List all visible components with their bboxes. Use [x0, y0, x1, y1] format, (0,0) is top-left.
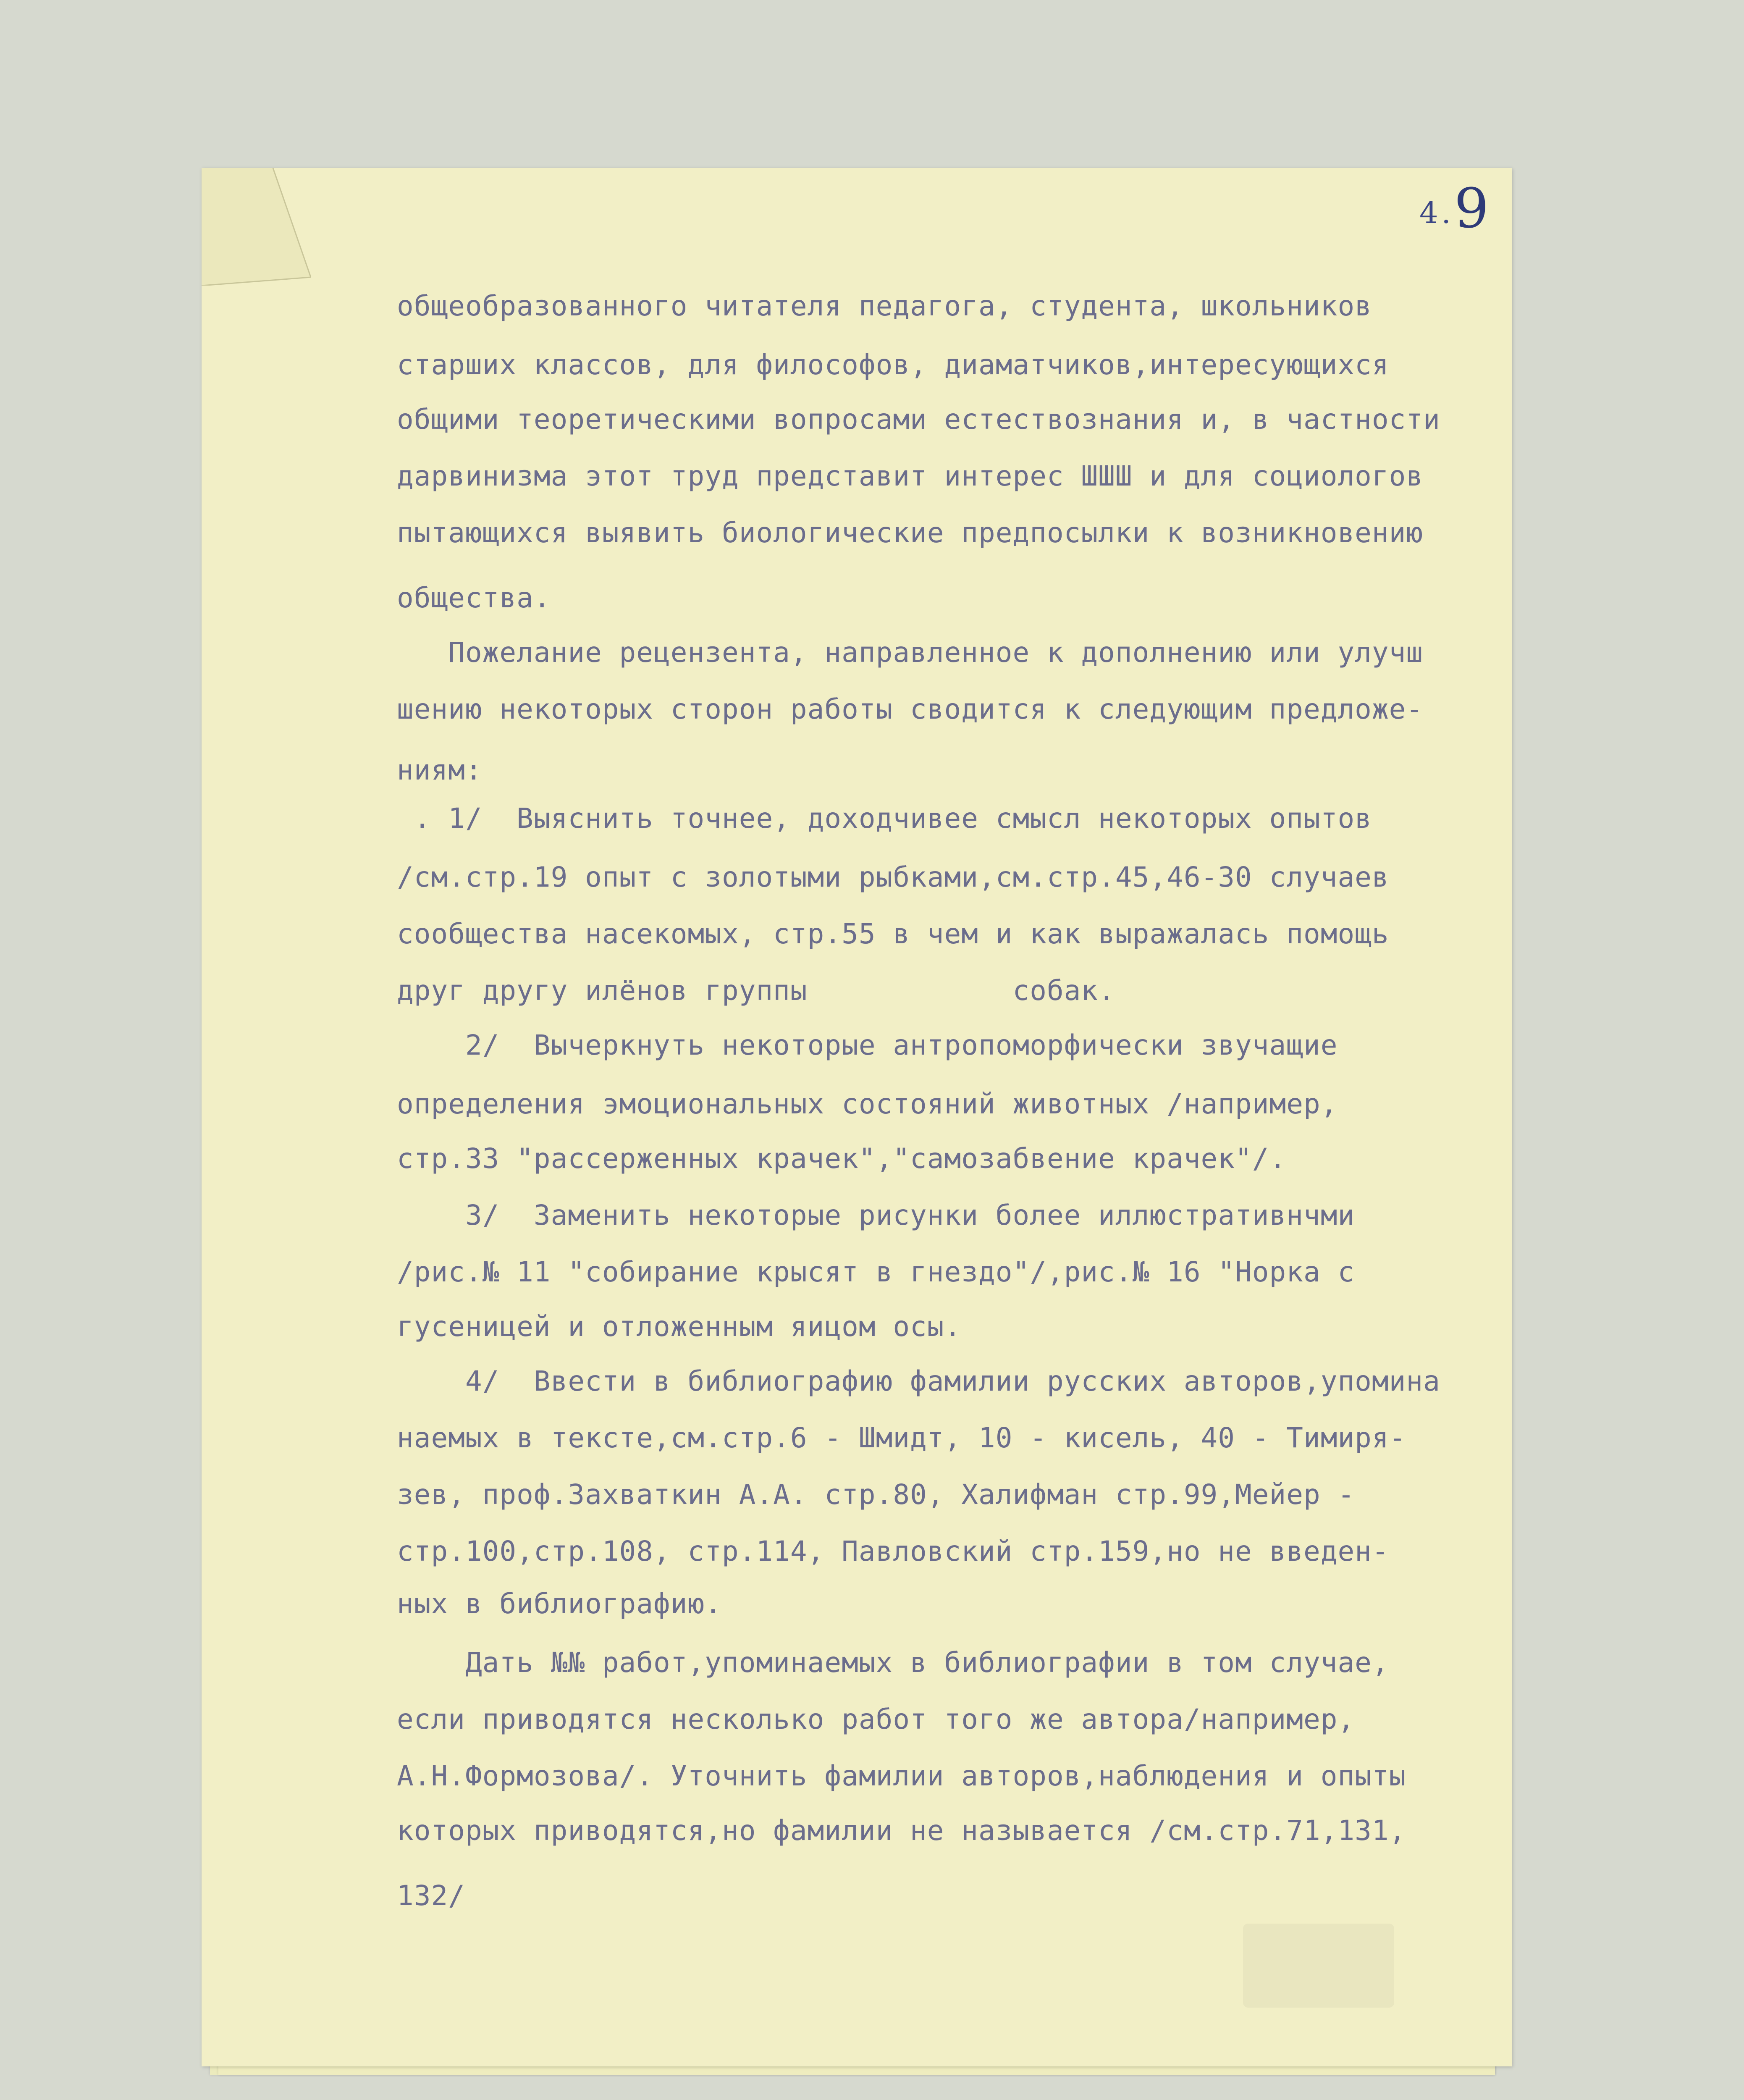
page-number-prefix: 4.: [1419, 196, 1454, 230]
text-line: старших классов, для философов, диаматчиков,интересующихся: [397, 349, 1389, 381]
text-line: 4/ Ввести в библиографию фамилии русских авторов,упомина: [397, 1365, 1440, 1397]
faded-stamp: [1243, 1924, 1394, 2008]
text-line: сообщества насекомых, стр.55 в чем и как выражалась помощь: [397, 918, 1389, 950]
text-line: друг другу илёнов группы собак.: [397, 974, 1115, 1007]
text-line: наемых в тексте,см.стр.6 - Шмидт, 10 - кисель, 40 - Тимиря-: [397, 1422, 1406, 1454]
text-line: определения эмоциональных состояний животных /например,: [397, 1088, 1338, 1120]
text-line: общества.: [397, 582, 551, 614]
text-line: общеобразованного читателя педагога, студента, школьников: [397, 290, 1372, 322]
page-number: [1419, 176, 1492, 240]
text-line: 132/: [397, 1880, 465, 1912]
text-line: . 1/ Выяснить точнее, доходчивее смысл некоторых опытов: [397, 802, 1372, 835]
text-line: Дать №№ работ,упоминаемых в библиографии в том случае,: [397, 1646, 1389, 1679]
text-line: общими теоретическими вопросами естествознания и, в частности: [397, 403, 1440, 436]
text-line: которых приводятся,но фамилии не называется /см.стр.71,131,: [397, 1814, 1406, 1847]
folded-corner: [202, 168, 311, 286]
text-line: стр.33 "рассерженных крачек","самозабвение крачек"/.: [397, 1142, 1287, 1175]
text-line: если приводятся несколько работ того же автора/например,: [397, 1703, 1355, 1735]
text-line: ных в библиографию.: [397, 1588, 722, 1620]
text-line: 2/ Вычеркнуть некоторые антропоморфически звучащие: [397, 1029, 1338, 1061]
text-line: пытающихся выявить биологические предпосылки к возникновению: [397, 517, 1424, 549]
text-line: зев, проф.Захваткин А.А. стр.80, Халифман стр.99,Мейер -: [397, 1478, 1355, 1511]
text-line: дарвинизма этот труд представит интерес ШШШ и для социологов: [397, 460, 1424, 492]
text-line: 3/ Заменить некоторые рисунки более иллюстративнчми: [397, 1199, 1355, 1231]
text-line: /рис.№ 11 "собирание крысят в гнездо"/,рис.№ 16 "Норка с: [397, 1256, 1355, 1288]
text-line: Пожелание рецензента, направленное к дополнению или улучш: [397, 636, 1424, 669]
text-line: шению некоторых сторон работы сводится к следующим предложе-: [397, 693, 1424, 725]
text-line: стр.100,стр.108, стр.114, Павловский стр.159,но не введен-: [397, 1535, 1389, 1567]
text-line: /см.стр.19 опыт с золотыми рыбками,см.стр.45,46-30 случаев: [397, 861, 1389, 893]
text-line: А.Н.Формозова/. Уточнить фамилии авторов,наблюдения и опыты: [397, 1760, 1406, 1792]
text-line: ниям:: [397, 754, 483, 786]
page-number-digit: 9: [1454, 176, 1492, 240]
text-line: гусеницей и отложенным яицом осы.: [397, 1310, 962, 1343]
